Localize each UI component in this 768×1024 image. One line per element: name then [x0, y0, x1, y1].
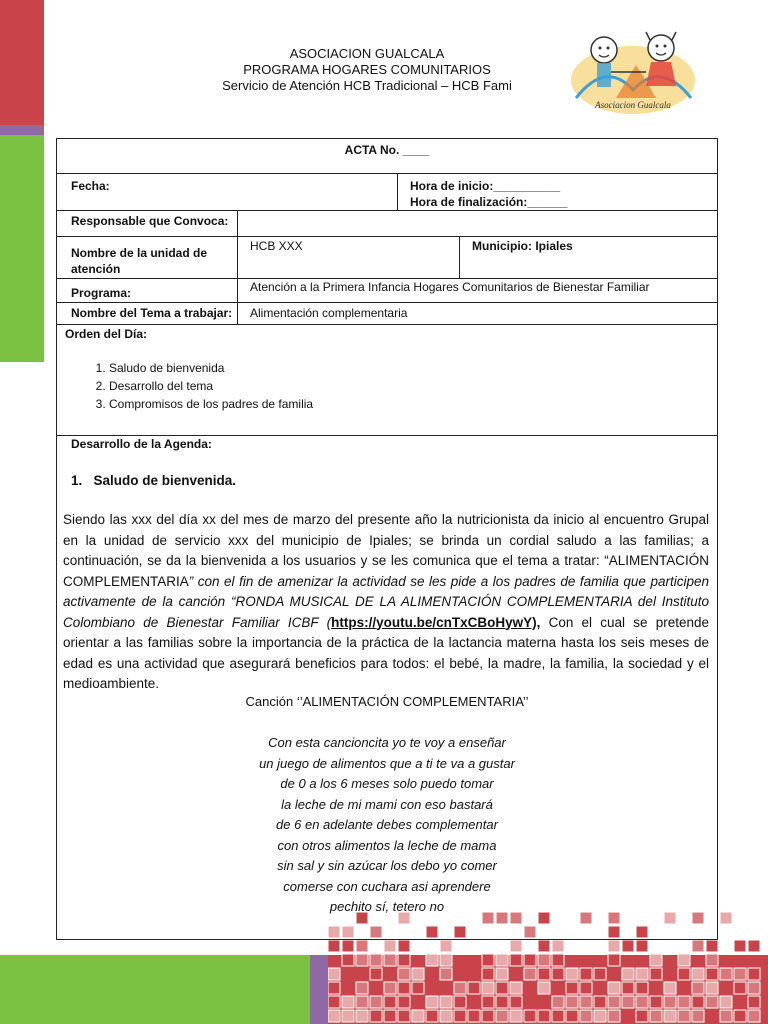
pixel-square [650, 996, 662, 1008]
pixel-square [510, 954, 522, 966]
pixel-square [678, 954, 690, 966]
pixel-square [454, 1010, 466, 1022]
pixel-square [552, 968, 564, 980]
responsable-label: Responsable que Convoca: [71, 214, 229, 228]
pixel-square [734, 1010, 746, 1022]
section-1-title: 1. Saludo de bienvenida. [71, 473, 237, 488]
pixel-square [398, 954, 410, 966]
orden-del-dia-row [57, 325, 717, 436]
pixel-square [748, 940, 760, 952]
pixel-square [734, 940, 746, 952]
pixel-square [734, 968, 746, 980]
pixel-square [496, 996, 508, 1008]
pixel-square [524, 968, 536, 980]
acta-form [56, 138, 718, 940]
pixel-square [384, 996, 396, 1008]
pixel-square [496, 954, 508, 966]
programa-row [57, 279, 717, 303]
pixel-square [468, 982, 480, 994]
pixel-square [608, 996, 620, 1008]
song-line: pechito sí, tetero no [329, 899, 445, 914]
pixel-square [664, 996, 676, 1008]
fecha-row [57, 174, 717, 211]
pixel-square [552, 1010, 564, 1022]
pixel-square [370, 968, 382, 980]
acta-title-row [57, 139, 717, 174]
pixel-square [356, 1010, 368, 1022]
pixel-square [566, 996, 578, 1008]
pixel-square [510, 940, 522, 952]
pixel-square [692, 982, 704, 994]
pixel-square [636, 982, 648, 994]
pixel-square [342, 940, 354, 952]
pixel-square [748, 982, 760, 994]
pixel-square [692, 968, 704, 980]
tema-row [57, 303, 717, 325]
pixel-square [356, 954, 368, 966]
pixel-square [608, 954, 620, 966]
hora-inicio: Hora de inicio:__________ [410, 179, 561, 193]
pixel-square [482, 1010, 494, 1022]
pixel-square [412, 982, 424, 994]
tema-label: Nombre del Tema a trabajar: [71, 306, 233, 320]
pixel-square [496, 1010, 508, 1022]
pixel-square [748, 1010, 760, 1022]
pixel-square [370, 996, 382, 1008]
unidad-label: Nombre de la unidad de atención [71, 246, 208, 276]
pixel-square [496, 968, 508, 980]
pixel-square [440, 968, 452, 980]
bottom-green-band [0, 955, 310, 1024]
pixel-square [328, 1010, 340, 1022]
pixel-square [706, 940, 718, 952]
pixel-square [608, 982, 620, 994]
song-line: la leche de mi mami con eso bastará [281, 796, 493, 812]
pixel-square [426, 954, 438, 966]
pixel-square [538, 1010, 550, 1022]
header-org: ASOCIACION GUALCALA [289, 46, 445, 61]
pixel-square [398, 1010, 410, 1022]
document-header [200, 46, 534, 94]
agenda-label: Desarrollo de la Agenda: [71, 437, 212, 451]
municipio-label: Municipio: Ipiales [459, 237, 717, 278]
pixel-square [678, 1010, 690, 1022]
hora-cell [397, 174, 717, 210]
pixel-square [622, 940, 634, 952]
orden-item: 3. Compromisos de los padres de familia [109, 395, 717, 413]
pixel-square [636, 1010, 648, 1022]
pixel-square [580, 968, 592, 980]
hora-fin: Hora de finalización:______ [410, 195, 568, 209]
pixel-square [482, 982, 494, 994]
pixel-square [552, 940, 564, 952]
song-line: sin sal y sin azúcar los debo yo comer [277, 858, 497, 873]
pixel-square [356, 996, 368, 1008]
unidad-row [57, 237, 717, 279]
pixel-square [356, 940, 368, 952]
pixel-square [510, 1010, 522, 1022]
pixel-square [342, 954, 354, 966]
pixel-square [706, 954, 718, 966]
pixel-square [328, 982, 340, 994]
tema-value: Alimentación complementaria [237, 303, 717, 324]
pixel-square [552, 996, 564, 1008]
pixel-square [412, 968, 424, 980]
pixel-square [398, 996, 410, 1008]
song-line: de 0 a los 6 meses solo puedo tomar [280, 776, 494, 791]
orden-item: 1. Saludo de bienvenida [109, 359, 717, 377]
pixel-square [440, 996, 452, 1008]
pixel-square [538, 982, 550, 994]
left-green-bar [0, 135, 44, 362]
pixel-square [412, 1010, 424, 1022]
pixel-square [678, 968, 690, 980]
pixel-square [622, 996, 634, 1008]
pixel-square [608, 940, 620, 952]
logo-text: Asociacion Gualcala [595, 100, 671, 110]
pixel-square [538, 940, 550, 952]
song-line: comerse con cuchara asi aprendere [283, 878, 491, 894]
pixel-square [482, 968, 494, 980]
association-logo [566, 20, 700, 116]
pixel-square [720, 968, 732, 980]
pixel-square [566, 1010, 578, 1022]
song-line: un juego de alimentos que a ti te va a gustar [259, 755, 515, 771]
pixel-square [706, 982, 718, 994]
pixel-square [706, 996, 718, 1008]
pixel-square [580, 996, 592, 1008]
responsable-row [57, 211, 717, 237]
pixel-square [706, 968, 718, 980]
video-link[interactable]: https://youtu.be/cnTxCBoHywY), [331, 614, 541, 630]
pixel-square [468, 1010, 480, 1022]
pixel-square [426, 996, 438, 1008]
pixel-square [328, 968, 340, 980]
pixel-square [566, 968, 578, 980]
header-program: PROGRAMA HOGARES COMUNITARIOS [243, 62, 491, 77]
pixel-square [720, 912, 732, 924]
pixel-square [440, 940, 452, 952]
pixel-square [398, 982, 410, 994]
bottom-purple-band [310, 955, 328, 1024]
acta-title: ACTA No. ____ [344, 143, 430, 157]
paragraph-text-c: Con el cual se pretende orientar a las familias sobre la importancia de la práctica de la lactancia materna hasta los seis meses de edad es una actividad que asegurará beneficios para todos: el bebé, la madre, la familia, la sociedad y el medioambiente. [63, 614, 709, 691]
pixel-square [748, 996, 760, 1008]
pixel-square [650, 968, 662, 980]
orden-item: 2. Desarrollo del tema [109, 377, 717, 395]
pixel-square [384, 1010, 396, 1022]
pixel-square [538, 954, 550, 966]
left-red-bar [0, 0, 44, 125]
pixel-square [692, 1010, 704, 1022]
pixel-square [678, 996, 690, 1008]
pixel-square [636, 996, 648, 1008]
pixel-square [426, 1010, 438, 1022]
paragraph-text-b: ” con el fin de amenizar la actividad se les pide a los padres de familia que participen activamente de la canción “RONDA MUSICAL DE LA ALIMENTACIÓN COMPLEMENTARIA del Instituto Colombiano de Bienestar Familiar ICBF ( [63, 573, 709, 630]
pixel-square [720, 1010, 732, 1022]
pixel-square [384, 940, 396, 952]
pixel-square [636, 968, 648, 980]
pixel-square [510, 982, 522, 994]
pixel-square [664, 1010, 676, 1022]
orden-label: Orden del Día: [65, 327, 148, 341]
pixel-square [454, 996, 466, 1008]
pixel-square [342, 996, 354, 1008]
pixel-square [370, 954, 382, 966]
pixel-square [636, 940, 648, 952]
pixel-square [524, 1010, 536, 1022]
welcome-paragraph [63, 510, 709, 695]
pixel-square [370, 1010, 382, 1022]
pixel-square [440, 954, 452, 966]
unidad-value: HCB XXX [237, 237, 459, 278]
pixel-square [608, 1010, 620, 1022]
pixel-square [482, 954, 494, 966]
pixel-square [748, 968, 760, 980]
pixel-square [398, 968, 410, 980]
agenda-section [57, 436, 717, 939]
pixel-square [594, 996, 606, 1008]
pixel-square [622, 982, 634, 994]
pixel-square [328, 940, 340, 952]
pixel-square [580, 1010, 592, 1022]
pixel-square [594, 1010, 606, 1022]
pixel-square [482, 996, 494, 1008]
pixel-square [692, 996, 704, 1008]
pixel-square [664, 982, 676, 994]
pixel-square [342, 1010, 354, 1022]
song-title: Canción ‘’ALIMENTACIÓN COMPLEMENTARIA’’ [245, 694, 529, 709]
pixel-square [524, 954, 536, 966]
pixel-square [398, 940, 410, 952]
programa-value: Atención a la Primera Infancia Hogares Comunitarios de Bienestar Familiar [237, 279, 717, 302]
song-line: de 6 en adelante debes complementar [276, 817, 498, 832]
left-purple-bar [0, 125, 44, 135]
pixel-square [356, 982, 368, 994]
pixel-square [328, 996, 340, 1008]
pixel-square [566, 982, 578, 994]
pixel-square [440, 1010, 452, 1022]
song-lyrics [87, 733, 687, 918]
header-service: Servicio de Atención HCB Tradicional – HCB Fami [222, 78, 512, 93]
pixel-square [384, 982, 396, 994]
pixel-square [580, 982, 592, 994]
pixel-square [622, 968, 634, 980]
responsable-value [237, 211, 717, 236]
fecha-label: Fecha: [71, 179, 110, 193]
pixel-square [692, 940, 704, 952]
pixel-square [496, 982, 508, 994]
paragraph-text-a: Siendo las xxx del día xx del mes de marzo del presente año la nutricionista da inicio al encuentro Grupal en la unidad de servicio xxx del municipio de Ipiales; se brinda un cordial saludo a las familias; a continuación, se da la bienvenida a los usuarios y se les comunica que el tema a tratar: “ALIMENTACIÓN COMPLEMENTARIA [63, 512, 709, 589]
song-line: Con esta cancioncita yo te voy a enseñar [268, 735, 506, 750]
pixel-square [720, 996, 732, 1008]
pixel-square [734, 982, 746, 994]
pixel-square [650, 954, 662, 966]
song-line: con otros alimentos la leche de mama [277, 837, 497, 853]
programa-label: Programa: [71, 286, 132, 300]
pixel-square [552, 954, 564, 966]
pixel-square [510, 996, 522, 1008]
pixel-square [384, 954, 396, 966]
pixel-square [594, 968, 606, 980]
pixel-square [538, 968, 550, 980]
pixel-square [454, 982, 466, 994]
orden-list [57, 359, 717, 413]
pixel-square [650, 1010, 662, 1022]
